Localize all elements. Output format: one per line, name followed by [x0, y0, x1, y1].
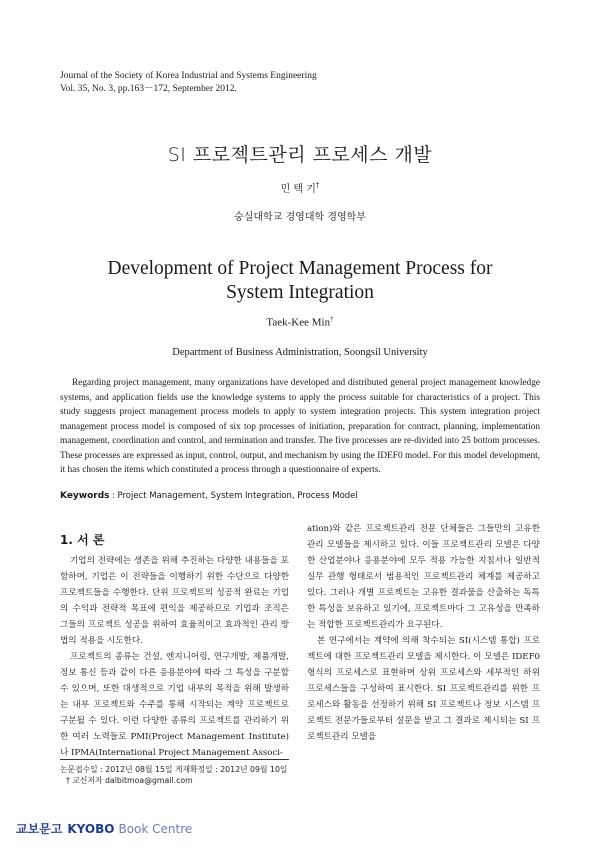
keywords: [60, 491, 358, 501]
footnote-divider: [60, 759, 289, 760]
english-title: [0, 257, 600, 305]
korean-author: [0, 180, 600, 195]
korean-title: SI 프로젝트관리 프로세스 개발: [167, 144, 433, 166]
corresponding-mark-en: †: [330, 315, 334, 323]
body-paragraph: 프로젝트의 종류는 건설, 엔지니어링, 연구개발, 제품개발, 정보 통신 등과 같이 다른 응용분야에 따라 그 특성을 구분할 수 있으며, 또한 대생적으로 기업 내부의 목적을 위해 발생하는 내부 프로젝트와 수주를 통해 시작되는 계약 프로젝트로 구분될 수 있다. 이런 다양한 종류의 프로젝트를 관리하기 위한 여러 노력들로 PMI(Project Management Institute)나 IPMA(International Project Management Associ-: [60, 652, 289, 758]
english-affiliation: Department of Business Administration, Soongsil University: [172, 347, 428, 358]
english-title-line2: System Integration: [226, 282, 374, 303]
journal-name: Journal of the Society of Korea Industrial and Systems Engineering: [60, 71, 317, 81]
korean-author-name: 민 택 기: [280, 184, 316, 195]
abstract: Regarding project management, many organizations have developed and distributed general project management knowledge systems, and application fields use the knowledge systems to apply the process suitable for characteristics of a project. This study suggests project management process models to apply to system integration projects. This system integration project management process model is composed of six top processes of initiation, preparation for contract, planning, implementation management, coordination and control, and termination and transfer. The five processes are re-divided into 25 bottom processes. These processes are expressed as input, control, output, and mechanism by using the IDEF0 model. For this model development, it has chosen the items which constituted a process through a questionnaire of experts.: [60, 378, 540, 475]
keywords-text: : Project Management, System Integration, Process Model: [111, 491, 358, 501]
journal-citation: [60, 70, 317, 96]
brand-korean: 교보문고: [16, 822, 63, 836]
corresponding-mark: †: [315, 181, 320, 190]
english-author-name: Taek-Kee Min: [266, 316, 331, 329]
body-paragraph: 기업의 전략에는 생존을 위해 추진하는 다양한 내용들을 포함하며, 기업은 이 전략들을 이행하기 위한 수단으로 다양한 프로젝트들을 수행한다. 단위 프로젝트의 성공적 완료는 기업의 수익과 전략적 목표에 편익을 제공하므로 기업과 조직은 그들의 프로젝트 성공을 위하여 효율적이고 효과적인 관리 방법의 적용을 시도한다.: [60, 556, 289, 646]
footnote-corresponding: † 교신저자 dalbitmoa@gmail.com: [66, 776, 193, 785]
brand-suffix: Book Centre: [118, 822, 193, 836]
keywords-label: Keywords: [60, 491, 110, 501]
section-heading: 1. 서 론: [60, 533, 105, 547]
english-author: [0, 315, 600, 329]
body-paragraph: 본 연구에서는 계약에 의해 착수되는 SI(시스템 통합) 프로젝트에 대한 프로젝트관리 모델을 제시한다. 이 모델은 IDEF0 형식의 프로세스로 표현하며 상위 프로세스와 세부적인 하위 프로세스들을 구성하여 표시한다. SI 프로젝트관리를 위한 프로세스와 활동을 선정하기 위해 SI 프로젝트나 정보 시스템 프로젝트 전문가들로부터 설문을 받고 그 결과로 제시되는 SI 프로젝트관리 모델을: [307, 636, 540, 742]
footnote-dates: 논문접수일 : 2012년 08월 15일 게재확정일 : 2012년 09월 10일: [60, 765, 288, 774]
brand-english: KYOBO: [67, 822, 115, 836]
body-column-right: [307, 521, 540, 745]
english-title-line1: Development of Project Management Process for: [107, 258, 493, 279]
journal-volume: Vol. 35, No. 3, pp.163－172, September 2012.: [60, 84, 237, 94]
footnotes: [60, 764, 287, 786]
body-column-left: [60, 553, 289, 761]
kyobo-watermark: [16, 820, 192, 837]
korean-affiliation: 숭실대학교 경영대학 경영학부: [234, 212, 366, 223]
body-paragraph: ation)와 같은 프로젝트관리 전문 단체들은 그들만의 고유한 관리 모델들을 제시하고 있다. 이들 프로젝트관리 모델은 다양한 산업분야나 응용분야에 모두 적용 가능한 지침서나 일반적 실무 관행 형태로서 범용적인 프로젝트관리 체계를 제공하고 있다. 그러나 개별 프로젝트는 고유한 결과물을 산출하는 독특한 특성을 보유하고 있기에, 프로젝트마다 그 고유성을 만족하는 적합한 프로젝트관리가 요구된다.: [307, 524, 540, 630]
